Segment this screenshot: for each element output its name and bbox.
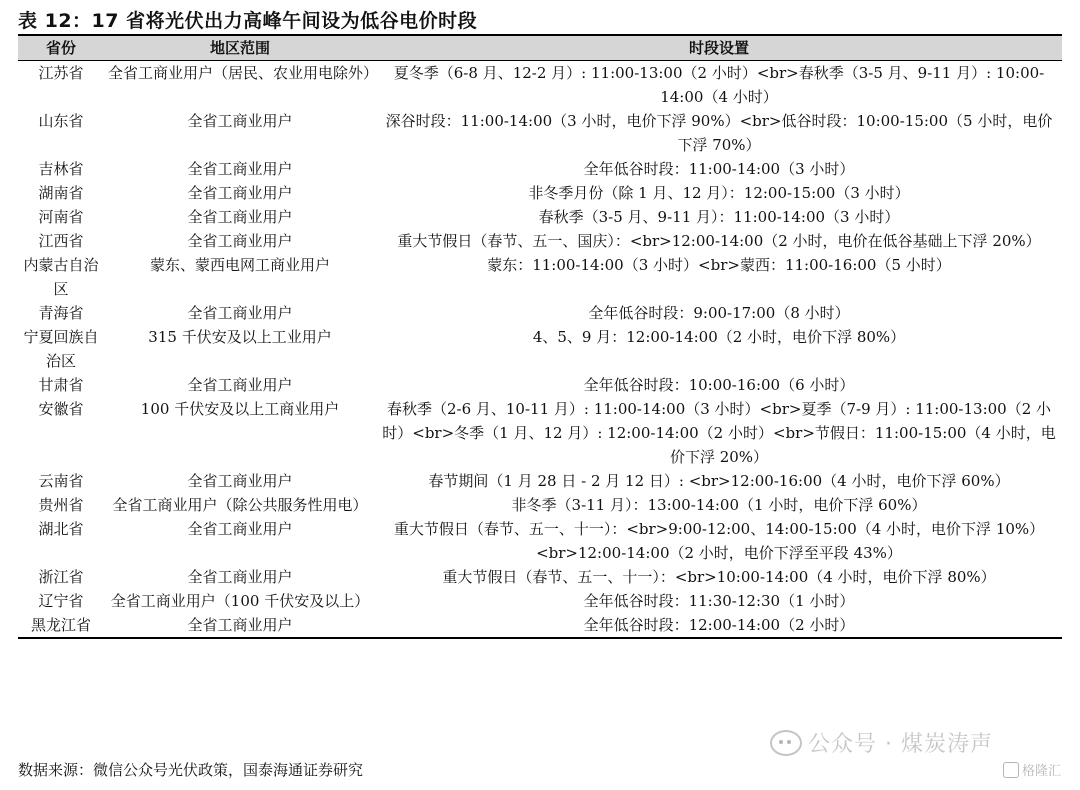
cell-province: 浙江省 bbox=[38, 568, 84, 586]
cell-province: 湖南省 bbox=[38, 184, 84, 202]
cell-period: 全年低谷时段：11:00-14:00（3 小时） bbox=[583, 160, 855, 178]
cell-province: 贵州省 bbox=[38, 496, 84, 514]
watermark-text: 公众号 · 煤炭涛声 bbox=[808, 732, 993, 757]
table-row bbox=[18, 517, 1062, 565]
cell-province: 安徽省 bbox=[38, 400, 84, 418]
header-region: 地区范围 bbox=[104, 35, 376, 61]
table-row bbox=[18, 109, 1062, 157]
cell-period: 非冬季月份（除 1 月、12 月）：12:00-15:00（3 小时） bbox=[528, 184, 910, 202]
cell-province: 江西省 bbox=[38, 232, 84, 250]
cell-period: 重大节假日（春节、五一、十一）：<br>10:00-14:00（4 小时，电价下浮 80%） bbox=[442, 568, 996, 586]
table-row bbox=[18, 229, 1062, 253]
cell-period: 蒙东：11:00-14:00（3 小时）<br>蒙西：11:00-16:00（5 小时） bbox=[487, 256, 951, 274]
cell-region: 全省工商业用户 bbox=[187, 520, 293, 538]
cell-period: 全年低谷时段：11:30-12:30（1 小时） bbox=[583, 592, 855, 610]
wechat-icon bbox=[770, 730, 802, 756]
cell-period: 4、5、9 月：12:00-14:00（2 小时，电价下浮 80%） bbox=[532, 328, 906, 346]
cell-province: 青海省 bbox=[38, 304, 84, 322]
tou-table bbox=[18, 34, 1062, 639]
cell-province: 吉林省 bbox=[38, 160, 84, 178]
logo-text: 格隆汇 bbox=[1022, 764, 1062, 779]
cell-period: 深谷时段：11:00-14:00（3 小时，电价下浮 90%）<br>低谷时段：10:00-15:00（5 小时，电价下浮 70%） bbox=[385, 112, 1053, 154]
cell-region: 全省工商业用户 bbox=[187, 376, 293, 394]
cell-region: 315 千伏安及以上工业用户 bbox=[148, 328, 332, 346]
logo-icon bbox=[1003, 762, 1019, 778]
data-source: 数据来源：微信公众号光伏政策，国泰海通证券研究 bbox=[18, 761, 364, 779]
cell-period: 全年低谷时段：10:00-16:00（6 小时） bbox=[583, 376, 855, 394]
cell-period: 全年低谷时段：9:00-17:00（8 小时） bbox=[588, 304, 850, 322]
watermark bbox=[770, 727, 993, 758]
cell-province: 内蒙古自治区 bbox=[23, 256, 99, 298]
cell-region: 全省工商业用户 bbox=[187, 208, 293, 226]
cell-province: 江苏省 bbox=[38, 64, 84, 82]
cell-province: 宁夏回族自治区 bbox=[23, 328, 99, 370]
cell-province: 辽宁省 bbox=[38, 592, 84, 610]
cell-region: 全省工商业用户 bbox=[187, 232, 293, 250]
table-row bbox=[18, 565, 1062, 589]
cell-period: 春节期间（1 月 28 日 - 2 月 12 日）: <br>12:00-16:00（4 小时，电价下浮 60%） bbox=[428, 472, 1010, 490]
cell-province: 甘肃省 bbox=[38, 376, 84, 394]
cell-region: 全省工商业用户 bbox=[187, 472, 293, 490]
cell-province: 山东省 bbox=[38, 112, 84, 130]
table-row bbox=[18, 325, 1062, 373]
cell-period: 非冬季（3-11 月）：13:00-14:00（1 小时，电价下浮 60%） bbox=[511, 496, 927, 514]
cell-region: 全省工商业用户 bbox=[187, 184, 293, 202]
table-title: 表 12：17 省将光伏出力高峰午间设为低谷电价时段 bbox=[18, 10, 478, 32]
table-row bbox=[18, 157, 1062, 181]
cell-period: 春秋季（3-5 月、9-11 月）：11:00-14:00（3 小时） bbox=[538, 208, 900, 226]
cell-region: 全省工商业用户（100 千伏安及以上） bbox=[110, 592, 370, 610]
cell-province: 湖北省 bbox=[38, 520, 84, 538]
table-row bbox=[18, 301, 1062, 325]
cell-period: 重大节假日（春节、五一、国庆）：<br>12:00-14:00（2 小时，电价在低谷基础上下浮 20%） bbox=[397, 232, 1041, 250]
table-row bbox=[18, 61, 1062, 110]
header-province: 省份 bbox=[18, 35, 104, 61]
table-row bbox=[18, 181, 1062, 205]
cell-province: 河南省 bbox=[38, 208, 84, 226]
table-row bbox=[18, 205, 1062, 229]
cell-region: 全省工商业用户 bbox=[187, 304, 293, 322]
header-row bbox=[18, 35, 1062, 61]
cell-period: 夏冬季（6-8 月、12-2 月）: 11:00-13:00（2 小时）<br>春秋季（3-5 月、9-11 月）: 10:00-14:00（4 小时） bbox=[393, 64, 1045, 106]
cell-period: 重大节假日（春节、五一、十一）：<br>9:00-12:00、14:00-15:00（4 小时，电价下浮 10%）<br>12:00-14:00（2 小时，电价下浮至平段 43%） bbox=[393, 520, 1045, 562]
table-row bbox=[18, 397, 1062, 469]
cell-region: 全省工商业用户 bbox=[187, 568, 293, 586]
table-row bbox=[18, 613, 1062, 638]
table-row bbox=[18, 469, 1062, 493]
cell-province: 云南省 bbox=[38, 472, 84, 490]
logo bbox=[1003, 760, 1061, 779]
table-row bbox=[18, 373, 1062, 397]
cell-region: 全省工商业用户 bbox=[187, 112, 293, 130]
cell-region: 全省工商业用户 bbox=[187, 160, 293, 178]
table-row bbox=[18, 589, 1062, 613]
table-row bbox=[18, 253, 1062, 301]
header-period: 时段设置 bbox=[376, 35, 1062, 61]
cell-province: 黑龙江省 bbox=[18, 613, 104, 638]
cell-region: 100 千伏安及以上工商业用户 bbox=[140, 400, 340, 418]
cell-region: 蒙东、蒙西电网工商业用户 bbox=[149, 256, 330, 274]
cell-period: 春秋季（2-6 月、10-11 月）: 11:00-14:00（3 小时）<br>夏季（7-9 月）: 11:00-13:00（2 小时）<br>冬季（1 月、12 月）: 12:00-14:00（2 小时）<br>节假日：11:00-15:00（4 小时，电价下浮 20%） bbox=[382, 400, 1056, 466]
cell-region: 全省工商业用户（除公共服务性用电） bbox=[112, 496, 368, 514]
cell-region: 全省工商业用户（居民、农业用电除外） bbox=[108, 64, 379, 82]
cell-period: 全年低谷时段：12:00-14:00（2 小时） bbox=[376, 613, 1062, 638]
cell-region: 全省工商业用户 bbox=[104, 613, 376, 638]
table-row bbox=[18, 493, 1062, 517]
